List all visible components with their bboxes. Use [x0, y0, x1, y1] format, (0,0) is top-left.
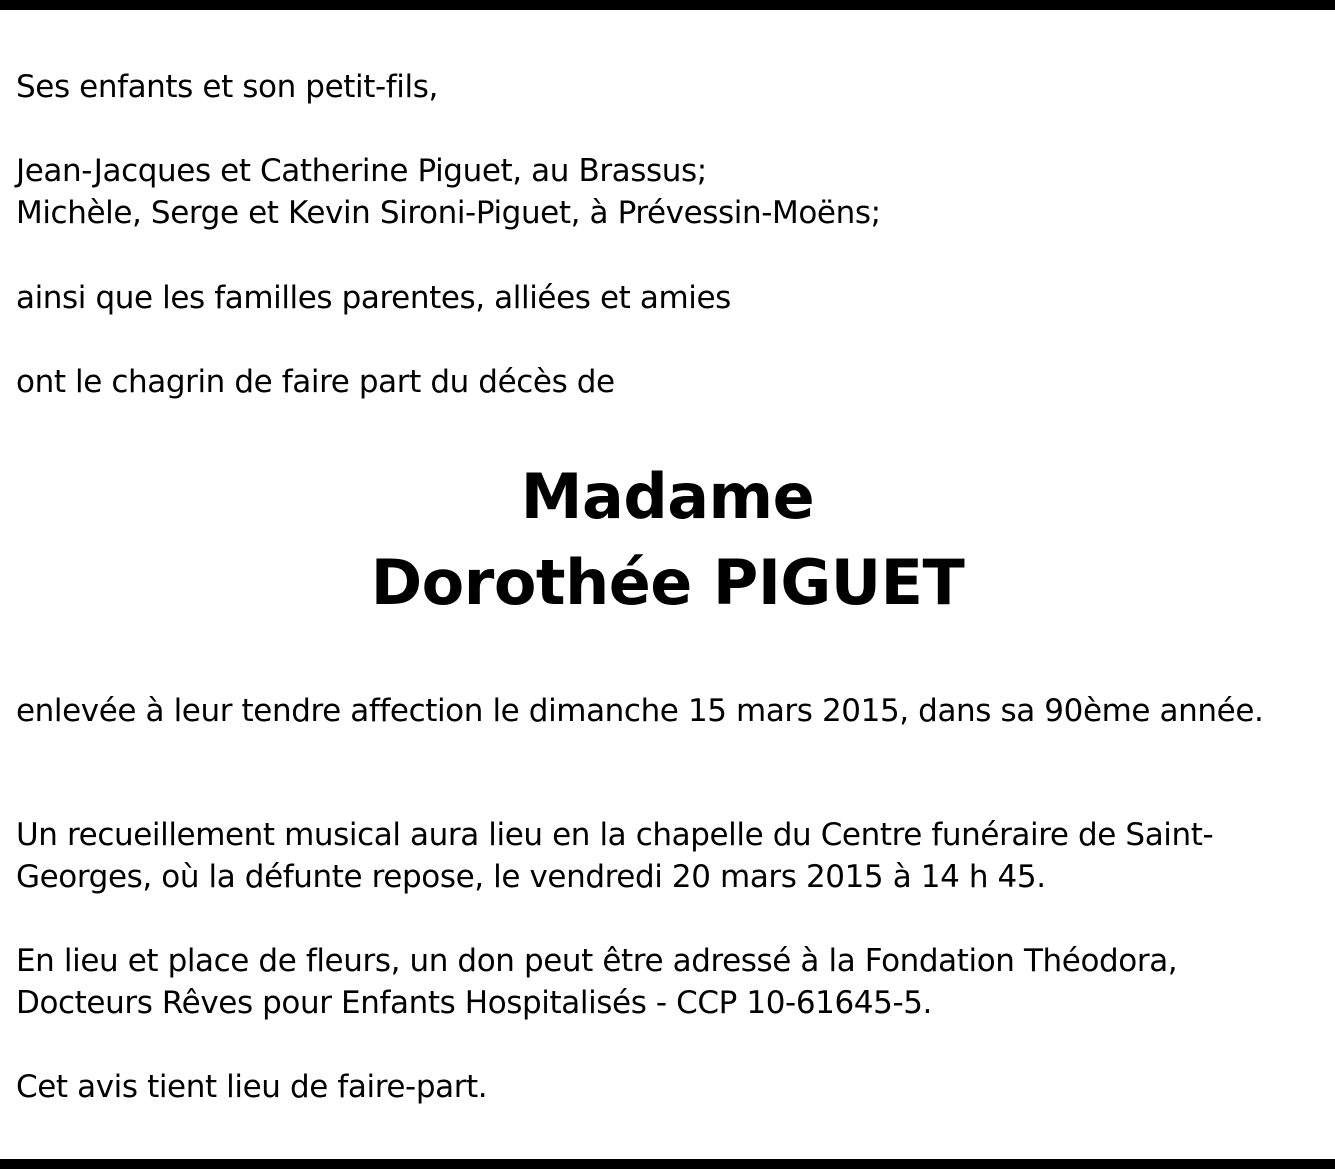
deceased-title: Madame — [520, 460, 815, 533]
announcement-text: ont le chagrin de faire part du décès de — [16, 364, 615, 400]
deceased-name: Dorothée PIGUET — [370, 546, 965, 619]
donation-line-2: Docteurs Rêves pour Enfants Hospitalisés - CCP 10-61645-5. — [16, 985, 933, 1021]
donation-line-1: En lieu et place de fleurs, un don peut être adressé à la Fondation Théodora, — [16, 943, 1178, 979]
top-border-rule — [0, 0, 1335, 10]
relatives-text: ainsi que les familles parentes, alliées et amies — [16, 280, 731, 316]
bottom-border-rule — [0, 1159, 1335, 1169]
ceremony-line-1: Un recueillement musical aura lieu en la chapelle du Centre funéraire de Saint- — [16, 817, 1214, 853]
closing-text: Cet avis tient lieu de faire-part. — [16, 1069, 488, 1105]
family-line-2: Michèle, Serge et Kevin Sironi-Piguet, à Prévessin-Moëns; — [16, 195, 881, 231]
intro-text: Ses enfants et son petit-fils, — [16, 69, 438, 105]
ceremony-line-2: Georges, où la défunte repose, le vendredi 20 mars 2015 à 14 h 45. — [16, 859, 1046, 895]
passing-text: enlevée à leur tendre affection le dimanche 15 mars 2015, dans sa 90ème année. — [16, 693, 1264, 729]
family-line-1: Jean-Jacques et Catherine Piguet, au Brassus; — [16, 153, 707, 189]
